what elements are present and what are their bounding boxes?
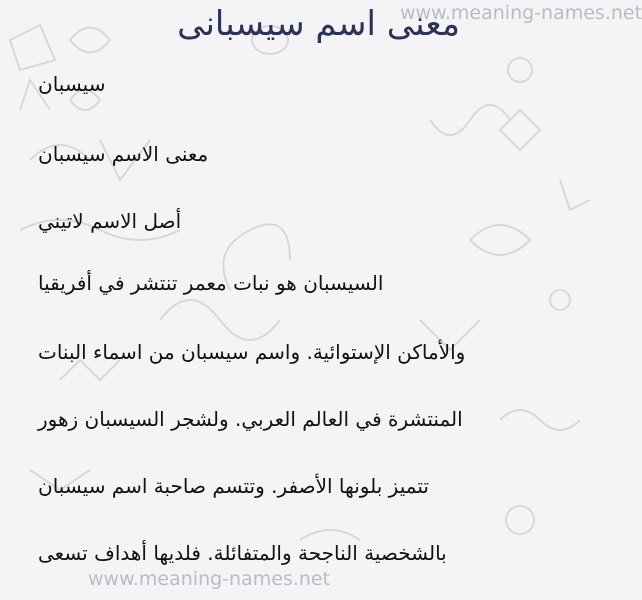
content-line-7: تتميز بلونها الأصفر. وتتسم صاحبة اسم سيسبان xyxy=(38,474,429,498)
watermark-bottom: www.meaning-names.net xyxy=(88,568,331,590)
content-line-2: معنى الاسم سيسبان xyxy=(38,142,209,166)
content-line-3: أصل الاسم لاتيني xyxy=(38,209,182,233)
content-line-6: المنتشرة في العالم العربي. ولشجر السيسبان زهور xyxy=(38,407,463,431)
content-line-1: سيسبان xyxy=(38,72,106,96)
content-line-4: السيسبان هو نبات معمر تنتشر في أفريقيا xyxy=(38,271,384,295)
content-line-5: والأماكن الإستوائية. واسم سيسبان من اسماء البنات xyxy=(38,340,466,364)
header xyxy=(0,0,642,56)
watermark-top: www.meaning-names.net xyxy=(400,2,642,24)
page-title: معنى اسم سيسبانى xyxy=(177,4,460,44)
content-line-8: بالشخصية الناجحة والمتفائلة. فلديها أهداف تسعى xyxy=(38,541,447,565)
